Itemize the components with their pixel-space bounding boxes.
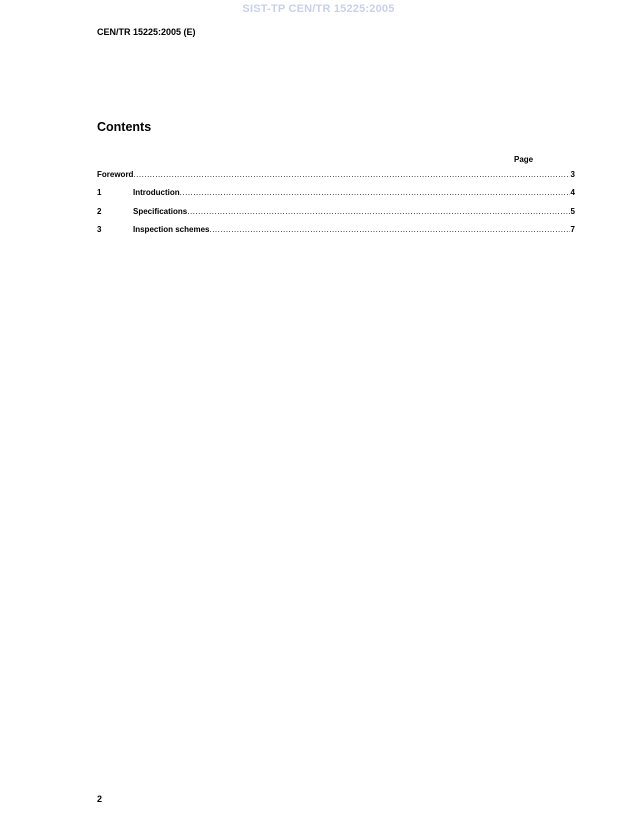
toc-entry-title: Foreword [97, 170, 134, 179]
contents-heading: Contents [97, 120, 152, 134]
watermark: SIST-TP CEN/TR 15225:2005 [242, 3, 395, 15]
toc-entry-page: 4 [570, 188, 575, 198]
toc-entry-title: Specifications [133, 206, 188, 216]
document-id: CEN/TR 15225:2005 (E) [97, 27, 196, 37]
toc-entry-page: 5 [570, 206, 575, 216]
toc-leader-dots [180, 188, 570, 197]
toc-entry-title: Introduction [133, 188, 180, 198]
table-of-contents [97, 170, 575, 244]
toc-entry-page: 3 [570, 170, 575, 179]
page-column-label: Page [514, 155, 534, 164]
toc-entry-foreword[interactable] [97, 170, 575, 188]
toc-entry-number: 1 [97, 188, 102, 198]
toc-entry-title: Inspection schemes [133, 225, 210, 235]
toc-entry-introduction[interactable] [97, 188, 575, 206]
toc-entry-number: 3 [97, 225, 102, 235]
toc-leader-dots [133, 170, 569, 179]
toc-entry-number: 2 [97, 206, 102, 216]
toc-leader-dots [209, 225, 569, 234]
page-number: 2 [97, 794, 103, 804]
toc-leader-dots [187, 207, 569, 216]
toc-entry-inspection-schemes[interactable] [97, 225, 575, 243]
toc-entry-page: 7 [570, 225, 575, 235]
toc-entry-specifications[interactable] [97, 207, 575, 225]
